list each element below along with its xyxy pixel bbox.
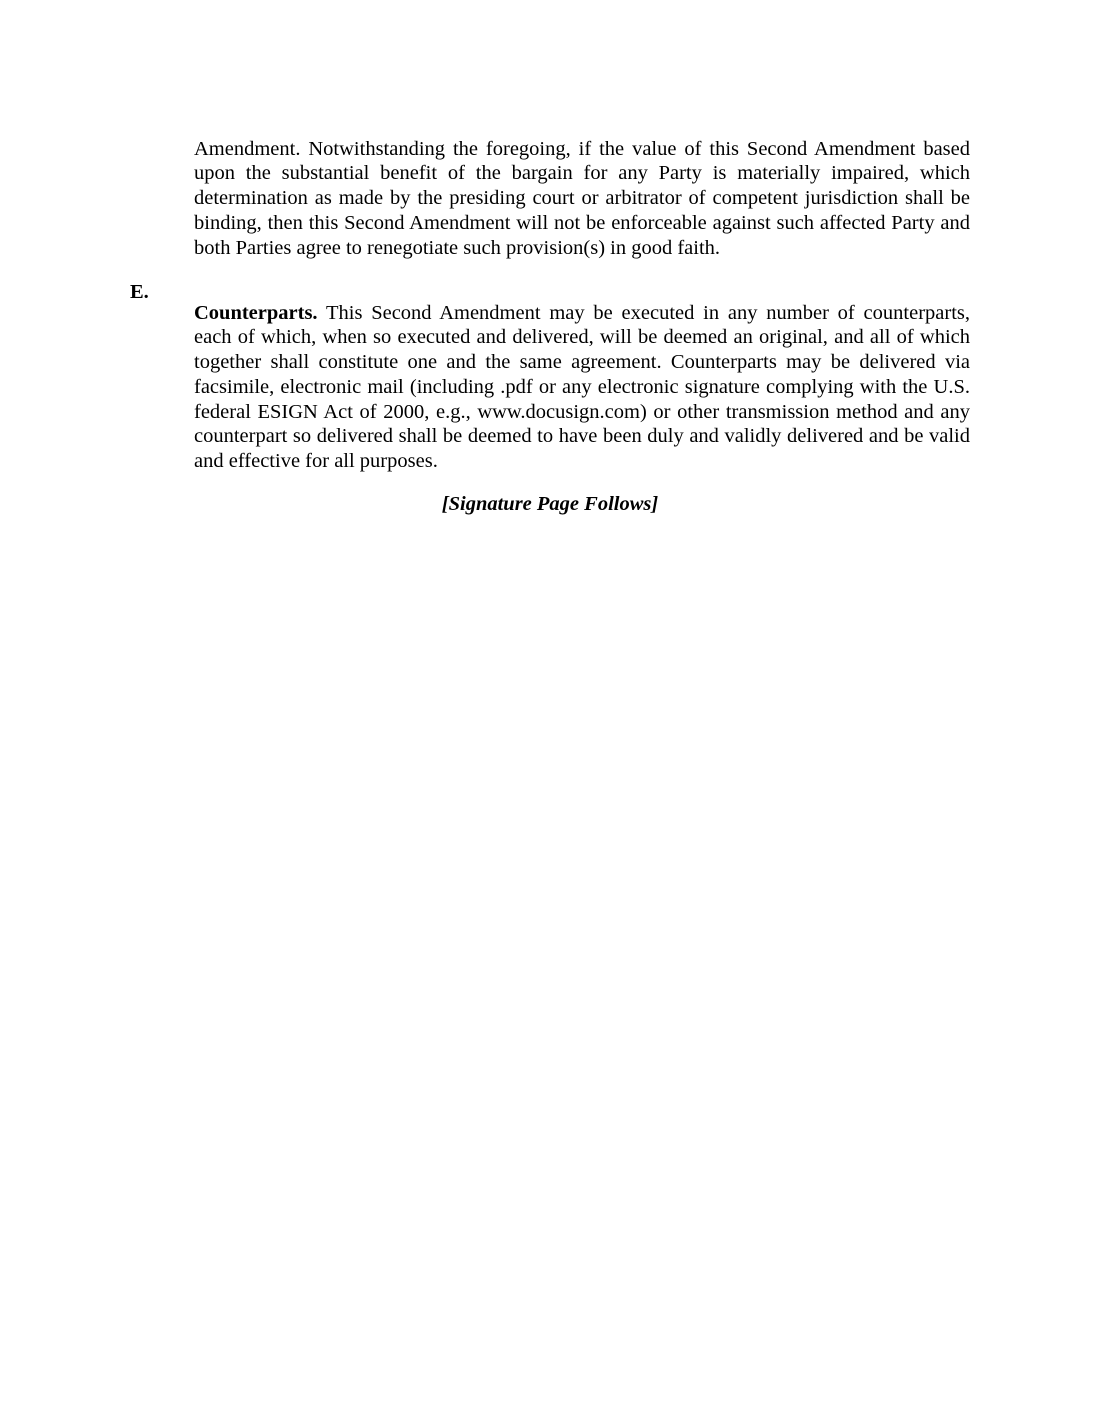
- signature-page-note: [Signature Page Follows]: [441, 493, 659, 515]
- section-letter: E.: [130, 281, 149, 303]
- section-heading: Counterparts.: [194, 301, 318, 324]
- continued-paragraph: Amendment. Notwithstanding the foregoing, if the value of this Second Amendment based upon the substantial benefit of the bargain for any Party is materially impaired, which determination as made by the presiding court or arbitrator of competent jurisdiction shall be binding, then this Second Amendment will not be enforceable against such affected Party and both Parties agree to renegotiate such provision(s) in good faith.: [194, 137, 970, 259]
- section-body: This Second Amendment may be executed in any number of counterparts, each of which, when so executed and delivered, will be deemed an original, and all of which together shall constitute one and the same agreement. Counterparts may be delivered via facsimile, electronic mail (including .pdf or any electronic signature complying with the U.S. federal ESIGN Act of 2000, e.g., www.docusign.com) or other transmission method and any counterpart so delivered shall be deemed to have been duly and validly delivered and be valid and effective for all purposes.: [194, 301, 970, 473]
- section-e-paragraph: [194, 301, 970, 475]
